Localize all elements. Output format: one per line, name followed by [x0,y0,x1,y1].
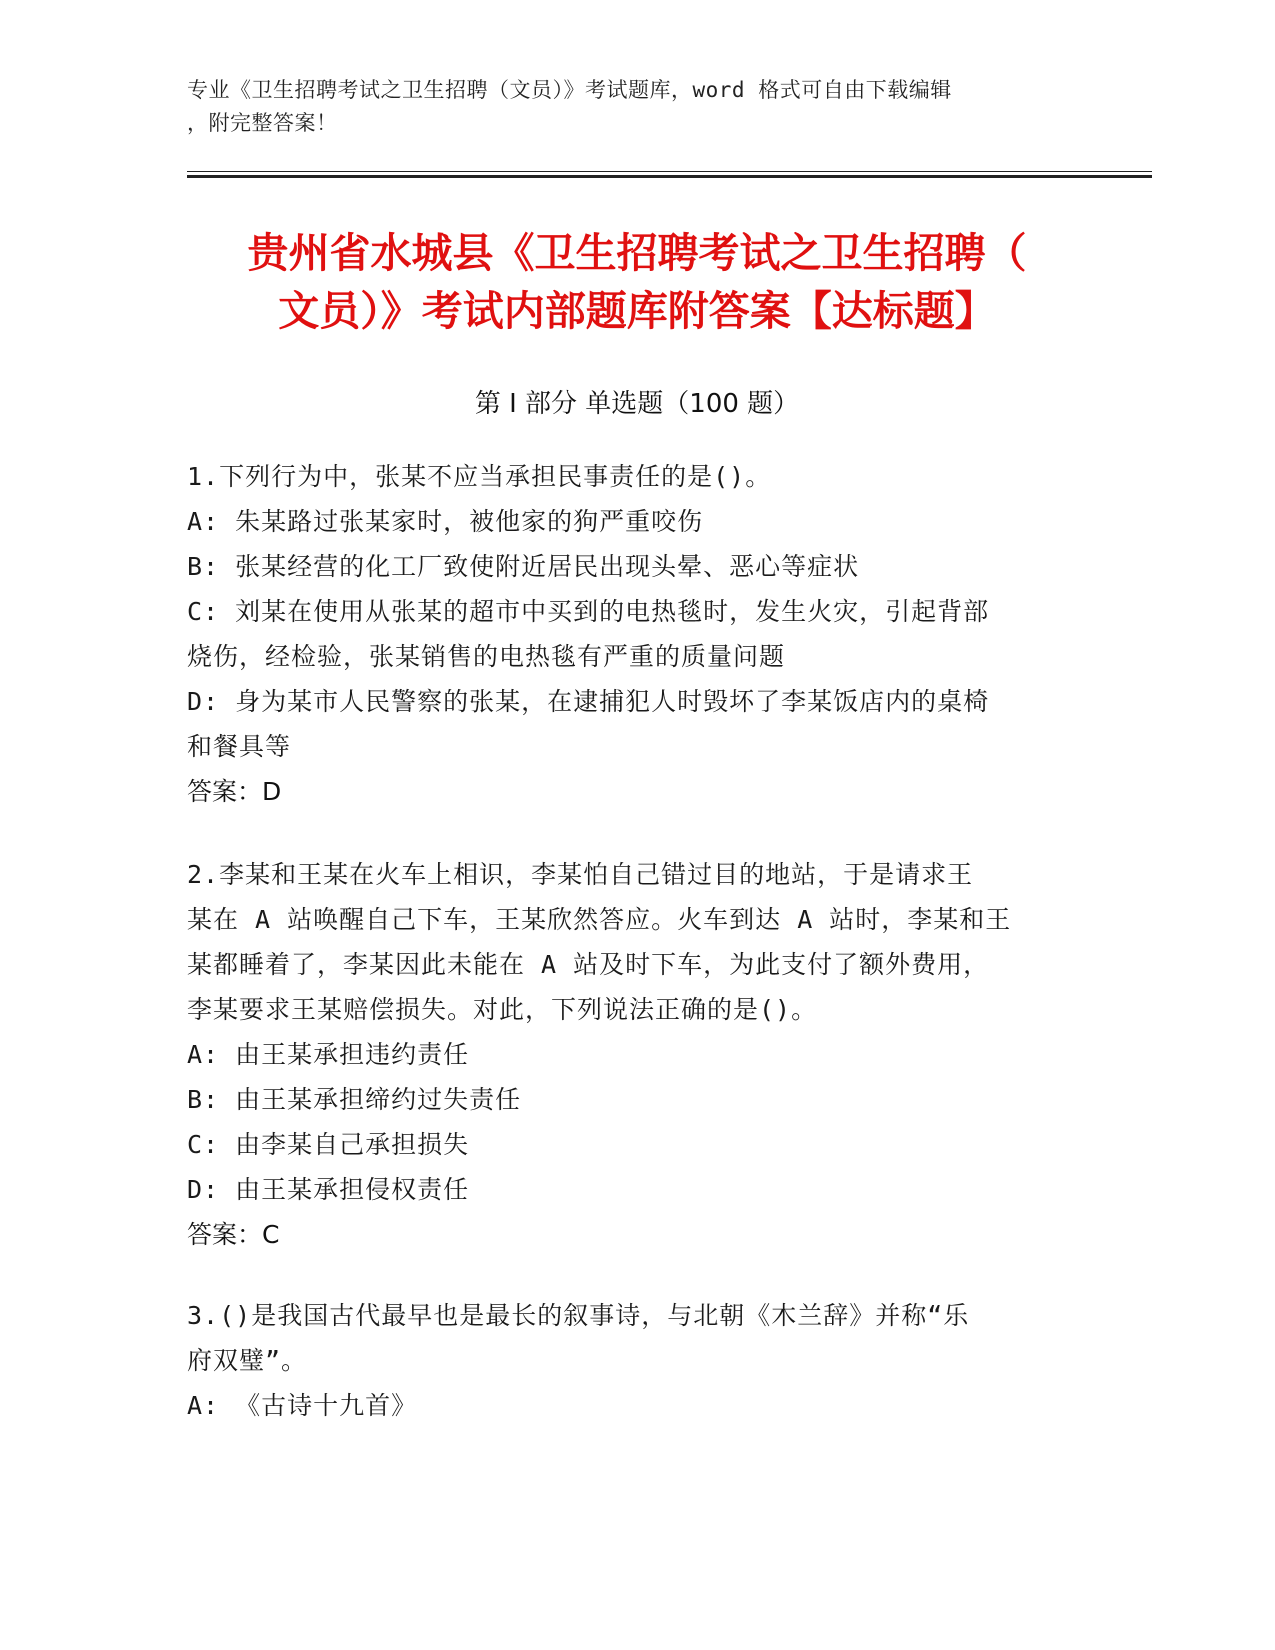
option-c: C: 由李某自己承担损失 [187,1130,470,1159]
question-1 [187,454,1077,769]
header-note-line: 专业《卫生招聘考试之卫生招聘（文员）》考试题库，word 格式可自由下载编辑 [187,78,952,102]
option-a: A: 《古诗十九首》 [187,1391,418,1420]
header-note-line: ，附完整答案！ [187,111,338,135]
option-c: C: 刘某在使用从张某的超市中买到的电热毯时，发生火灾，引起背部 [187,597,990,626]
option-c-continued: 烧伤，经检验，张某销售的电热毯有严重的质量问题 [187,642,786,671]
option-a: A: 由王某承担违约责任 [187,1040,470,1069]
answer-1: 答案：D [187,777,282,806]
answer-2: 答案：C [187,1220,280,1249]
option-d-continued: 和餐具等 [187,732,292,761]
option-b: B: 张某经营的化工厂致使附近居民出现头晕、恶心等症状 [187,552,860,581]
option-d: D: 身为某市人民警察的张某，在逮捕犯人时毁坏了李某饭店内的桌椅 [187,687,990,716]
question-stem: 某都睡着了，李某因此未能在 A 站及时下车，为此支付了额外费用， [187,950,990,979]
question-3 [187,1293,1077,1428]
question-2 [187,852,1077,1212]
title-line: 文员）》考试内部题库附答案【达标题】 [278,287,996,335]
option-a: A: 朱某路过张某家时，被他家的狗严重咬伤 [187,507,704,536]
document-title [187,224,1087,340]
header-divider-thin [187,171,1152,172]
question-stem: 2.李某和王某在火车上相识，李某怕自己错过目的地站，于是请求王 [187,860,974,889]
question-stem: 3.()是我国古代最早也是最长的叙事诗，与北朝《木兰辞》并称“乐 [187,1301,970,1330]
question-stem: 某在 A 站唤醒自己下车，王某欣然答应。火车到达 A 站时，李某和王 [187,905,1012,934]
option-b: B: 由王某承担缔约过失责任 [187,1085,522,1114]
question-stem: 李某要求王某赔偿损失。对此，下列说法正确的是()。 [187,995,818,1024]
header-note [187,74,1087,140]
header-divider-thick [187,175,1152,178]
question-stem: 府双璧”。 [187,1346,308,1375]
question-stem: 1.下列行为中，张某不应当承担民事责任的是()。 [187,462,772,491]
section-heading: 第 I 部分 单选题（100 题） [474,389,800,419]
title-line: 贵州省水城县《卫生招聘考试之卫生招聘（ [247,229,1027,277]
option-d: D: 由王某承担侵权责任 [187,1175,470,1204]
